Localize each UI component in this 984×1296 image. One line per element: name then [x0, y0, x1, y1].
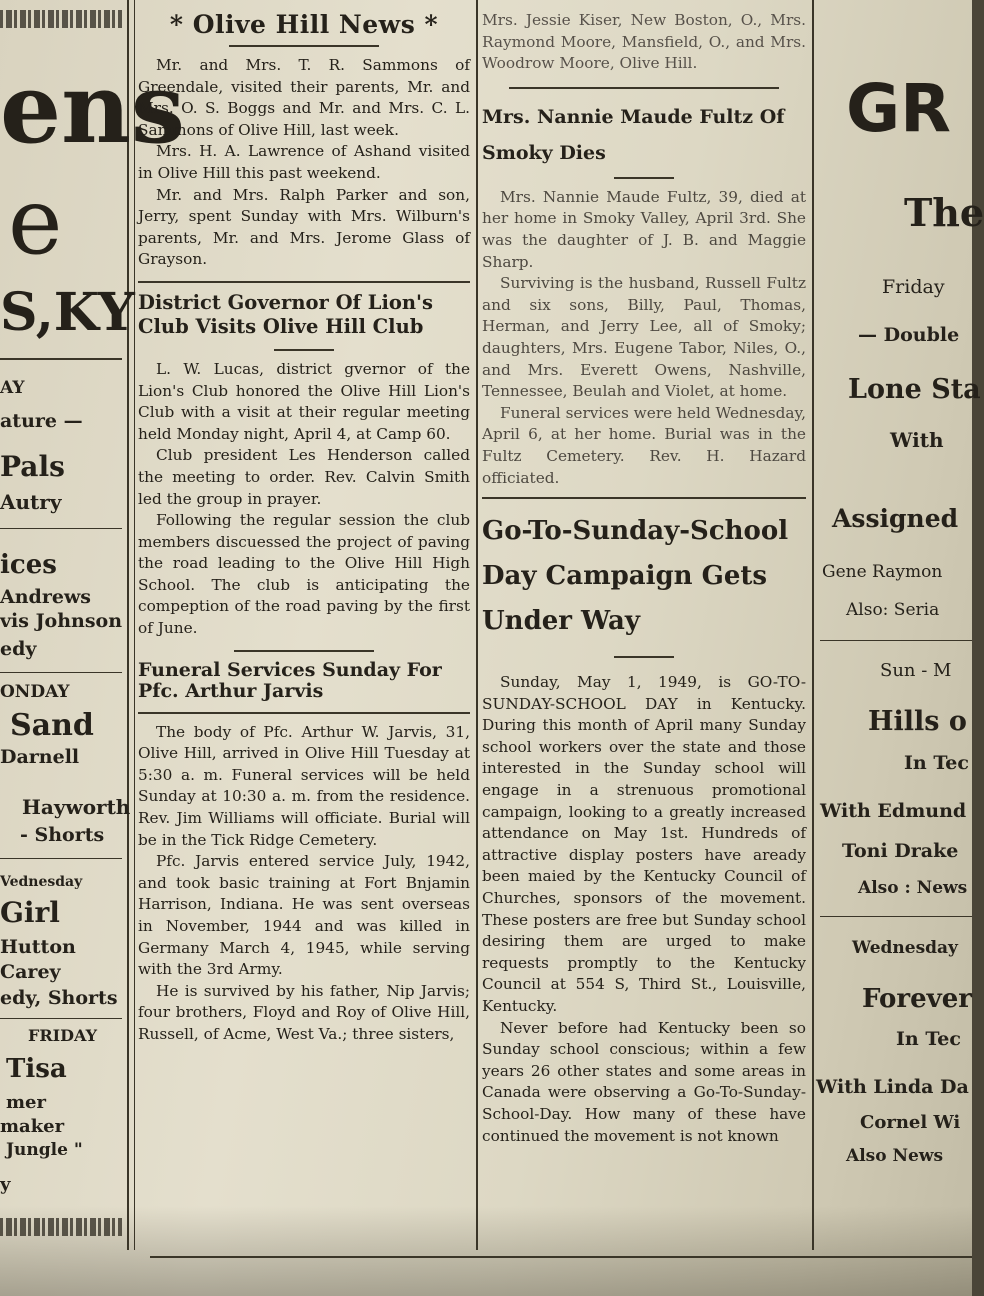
ad-line: GR — [846, 70, 951, 147]
ad-line: With Edmund — [820, 800, 967, 822]
ad-divider — [0, 858, 122, 859]
title-underline — [229, 45, 379, 47]
article-paragraph: Surviving is the husband, Russell Fultz and six sons, Billy, Paul, Thomas, Herman, and Jerry Lee, all of Smoky; daughters, Mrs. Eugene Tabor, Niles, O., and Mrs. Everett Owens, Nashville, Tennessee, Beulah and Violet, at home. — [482, 274, 806, 401]
ad-line: Hills o — [868, 706, 967, 737]
ad-line: e — [8, 168, 63, 275]
ad-line: Forever — [862, 984, 972, 1014]
headline-underline — [614, 177, 674, 179]
ad-line: Gene Raymon — [822, 562, 943, 582]
news-column-2 — [482, 10, 806, 1147]
ad-line: The — [904, 190, 984, 235]
ad-line: maker — [0, 1116, 65, 1137]
ad-line: Jungle " — [6, 1140, 83, 1160]
ad-line: y — [0, 1174, 11, 1195]
ad-line: ONDAY — [0, 682, 70, 702]
ad-line: ices — [0, 550, 57, 580]
ad-line: — Double — [858, 324, 960, 346]
ad-divider — [0, 358, 122, 360]
photo-shadow — [0, 1206, 972, 1296]
ad-line: Also: Seria — [846, 600, 940, 620]
headline-underline — [138, 712, 470, 714]
article-headline: Funeral Services Sunday For Pfc. Arthur Jarvis — [138, 658, 442, 702]
ad-line: Toni Drake — [842, 840, 959, 862]
ad-line: mer — [6, 1092, 46, 1113]
ad-line: Lone Sta — [848, 374, 981, 405]
column-rule — [127, 0, 129, 1250]
ad-line: Girl — [0, 896, 60, 929]
ad-line: Assigned — [832, 504, 959, 533]
ad-line: Autry — [0, 490, 62, 514]
article-divider — [234, 650, 374, 652]
ad-divider — [0, 528, 122, 529]
column-rule — [134, 0, 135, 1250]
ad-line: Wednesday — [852, 938, 958, 958]
news-paragraph: Mr. and Mrs. Ralph Parker and son, Jerry, spent Sunday with Mrs. Wilburn's parents, Mr. and Mrs. Jerome Glass of Grayson. — [138, 185, 470, 269]
headline-underline — [274, 349, 334, 351]
ad-line: Cornel Wi — [860, 1112, 961, 1133]
news-paragraph: Mr. and Mrs. T. R. Sammons of Greendale, visited their parents, Mr. and Mrs. O. S. Boggs and Mr. and Mrs. C. L. Sammons of Olive Hill, last week. — [138, 56, 470, 139]
ad-line: edy, Shorts — [0, 987, 118, 1009]
article-headline: Mrs. Nannie Maude Fultz Of Smoky Dies — [482, 105, 785, 164]
ad-line: edy — [0, 638, 37, 660]
article-paragraph: L. W. Lucas, district gvernor of the Lion's Club honored the Olive Hill Lion's Club with a visit at their regular meeting held Monday night, April 4, at Camp 60. — [138, 359, 470, 443]
ad-line: FRIDAY — [28, 1026, 98, 1045]
article-headline: District Governor Of Lion's Club Visits Olive Hill Club — [138, 290, 433, 338]
article-paragraph: Pfc. Jarvis entered service July, 1942, and took basic training at Fort Bnjamin Harrison, Indiana. He was sent overseas in November, 1944 and was killed in Germany March 4, 1945, while serving with the 3rd Army. — [138, 852, 470, 979]
ad-line: Carey — [0, 961, 61, 983]
ad-line: Friday — [882, 276, 945, 298]
ad-line: Pals — [0, 450, 65, 483]
ad-line: With Linda Da — [816, 1076, 969, 1098]
ad-line: ens — [0, 52, 185, 165]
ad-line: ature — — [0, 410, 83, 432]
news-column-1 — [138, 10, 470, 1046]
column-rule — [476, 0, 478, 1250]
column-rule — [812, 0, 814, 1250]
news-paragraph: Mrs. H. A. Lawrence of Ashand visited in Olive Hill this past weekend. — [138, 142, 470, 182]
ad-line: Andrews — [0, 586, 91, 608]
ad-divider — [820, 640, 972, 641]
ad-line: Tisa — [6, 1054, 67, 1084]
article-paragraph: He is survived by his father, Nip Jarvis; four brothers, Floyd and Roy of Olive Hill, Russell, of Acme, West Va.; three sisters, — [138, 981, 470, 1043]
article-paragraph: The body of Pfc. Arthur W. Jarvis, 31, Olive Hill, arrived in Olive Hill Tuesday at 5:30 a. m. Funeral services will be held Sunday at 10:30 a. m. from the residence. Rev. Jim Williams will officiate. Burial will be in the Tick Ridge Cemetery. — [138, 722, 470, 849]
article-paragraph: Funeral services were held Wednesday, April 6, at her home. Burial was in the Fultz Cemetery. Rev. H. Hazard officiated. — [482, 403, 806, 487]
article-paragraph: Mrs. Nannie Maude Fultz, 39, died at her home in Smoky Valley, April 3rd. She was the daughter of J. B. and Maggie Sharp. — [482, 187, 806, 271]
ad-line: Also : News — [858, 878, 968, 898]
continued-paragraph: Mrs. Jessie Kiser, New Boston, O., Mrs. Raymond Moore, Mansfield, O., and Mrs. Woodrow Moore, Olive Hill. — [482, 11, 806, 73]
article-divider — [138, 281, 470, 283]
ad-divider — [0, 1018, 122, 1019]
ad-line: Sun - M — [880, 660, 952, 681]
ad-line: Vednesday — [0, 874, 83, 890]
ad-line: In Tec — [904, 752, 969, 774]
ad-line: Sand — [10, 708, 94, 743]
ad-line: AY — [0, 378, 25, 398]
ad-line: vis Johnson — [0, 610, 123, 632]
ad-line: Hutton — [0, 936, 76, 958]
greek-key-border-top — [0, 10, 122, 28]
article-paragraph: Club president Les Henderson called the meeting to order. Rev. Calvin Smith led the group in prayer. — [138, 446, 470, 508]
ad-divider — [0, 672, 122, 673]
article-divider — [482, 497, 806, 499]
article-paragraph: Never before had Kentucky been so Sunday school conscious; within a few years 26 other states and some areas in Canada were observing a Go-To-Sunday-School-Day. How many of these have continued the movement is not known — [482, 1018, 806, 1145]
article-paragraph: Following the regular session the club members discuessed the project of paving the road leading to the Olive Hill High School. The club is anticipating the compeption of the road paving by the first of June. — [138, 511, 470, 638]
ad-line: Also News — [846, 1146, 944, 1166]
ad-divider — [820, 916, 972, 917]
article-divider — [509, 87, 779, 89]
ad-line: Darnell — [0, 746, 80, 768]
ad-line: With — [890, 428, 944, 452]
article-paragraph: Sunday, May 1, 1949, is GO-TO-SUNDAY-SCHOOL DAY in Kentucky. During this month of April many Sunday school workers over the state and those interested in the Sunday school will engage in a strenuous promotional campaign, looking to a greatly increased attendance on May 1st. Hundreds of attractive display posters have aready been maied by the Kentucky Council of Churches, sponsors of the movement. These posters are free but Sunday school desiring them are urged to make requests promptly to the Kentucky Council at 554 S, Third St., Louisville, Kentucky. — [482, 673, 806, 1015]
headline-underline — [614, 656, 674, 658]
section-title: * Olive Hill News * — [169, 10, 439, 39]
article-headline: Go-To-Sunday-School Day Campaign Gets Under Way — [482, 516, 789, 637]
ad-line: S,KY — [0, 282, 135, 343]
ad-line: Hayworth — [22, 795, 131, 819]
ad-line: - Shorts — [20, 824, 105, 846]
ad-line: In Tec — [896, 1028, 961, 1050]
